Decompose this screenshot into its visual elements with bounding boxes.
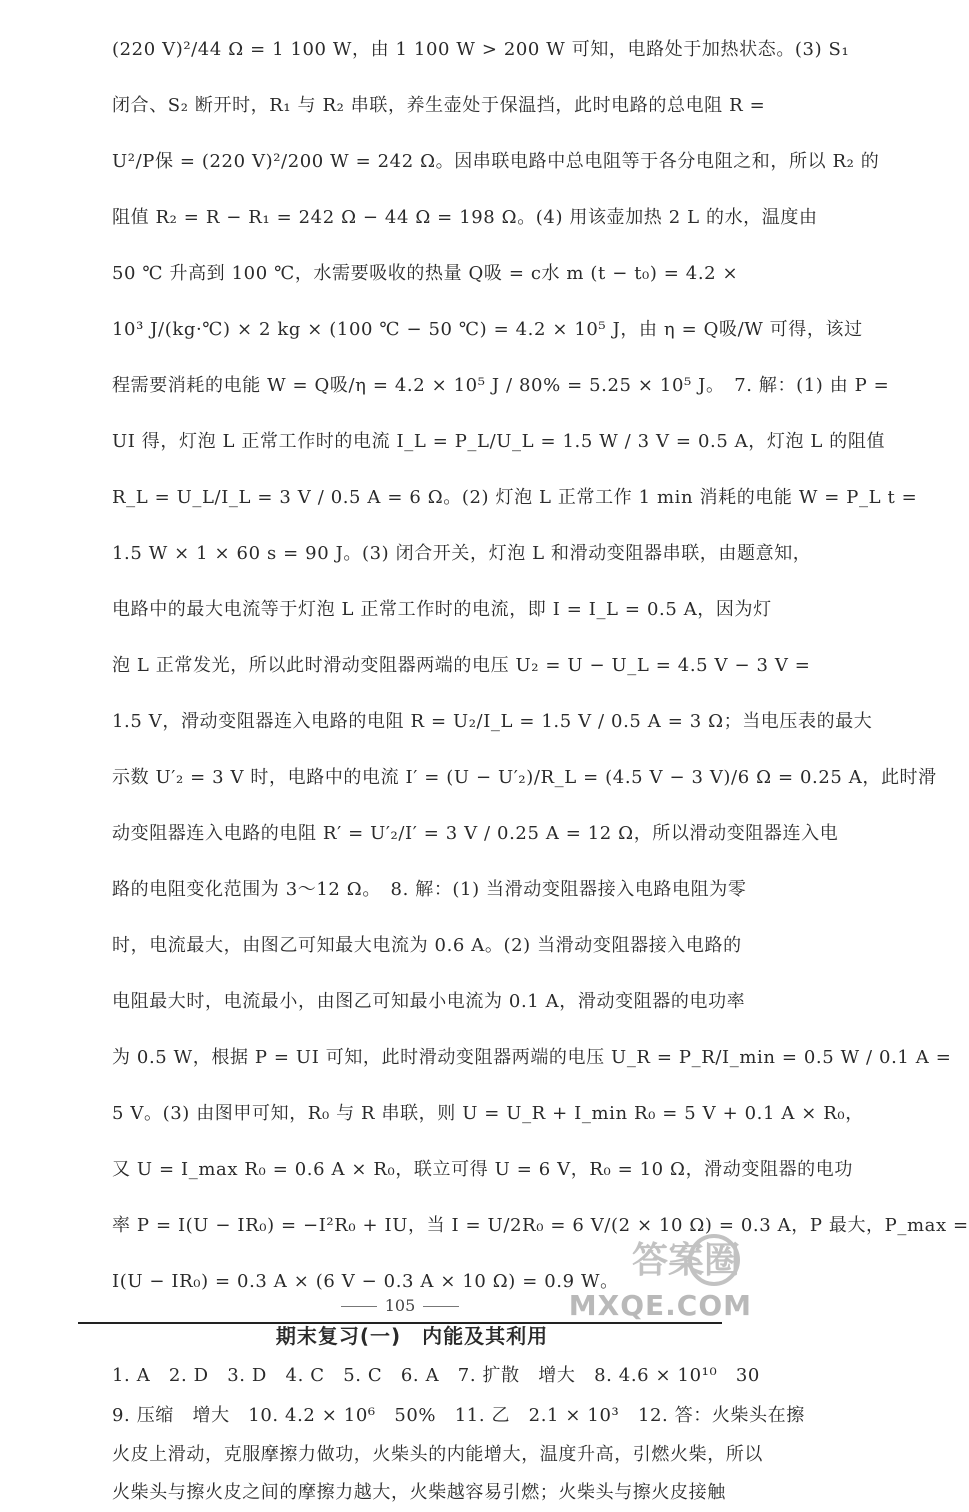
- text-line: 程需要消耗的电能 W = Q吸/η = 4.2 × 10⁵ J / 80% = 5.25 × 10⁵ J。 7. 解：(1) 由 P =: [112, 375, 890, 396]
- text-line: 1.5 W × 1 × 60 s = 90 J。(3) 闭合开关，灯泡 L 和滑动变阻器串联，由题意知，: [112, 543, 812, 564]
- text-line: 1.5 V，滑动变阻器连入电路的电阻 R = U₂/I_L = 1.5 V / 0.5 A = 3 Ω；当电压表的最大: [112, 711, 873, 732]
- text-line: 又 U = I_max R₀ = 0.6 A × R₀，联立可得 U = 6 V，R₀ = 10 Ω，滑动变阻器的电功: [112, 1159, 853, 1180]
- section-title: 期末复习(一) 内能及其利用: [275, 1324, 549, 1348]
- page-number: 105: [0, 1296, 800, 1315]
- text-line: (220 V)²/44 Ω = 1 100 W，由 1 100 W > 200 W 可知，电路处于加热状态。(3) S₁: [112, 39, 850, 60]
- text-line: 10³ J/(kg·℃) × 2 kg × (100 ℃ − 50 ℃) = 4.2 × 10⁵ J，由 η = Q吸/W 可得，该过: [112, 319, 863, 340]
- text-line: 闭合、S₂ 断开时，R₁ 与 R₂ 串联，养生壶处于保温挡，此时电路的总电阻 R =: [112, 95, 766, 116]
- text-line: 5 V。(3) 由图甲可知，R₀ 与 R 串联，则 U = U_R + I_min R₀ = 5 V + 0.1 A × R₀，: [112, 1103, 864, 1124]
- answer-line: 火皮上滑动，克服摩擦力做功，火柴头的内能增大，温度升高，引燃火柴，所以: [112, 1444, 763, 1465]
- text-line: U²/P保 = (220 V)²/200 W = 242 Ω。因串联电路中总电阻等于各分电阻之和，所以 R₂ 的: [112, 151, 880, 172]
- watermark-logo-text: 答案圈: [631, 1240, 740, 1281]
- text-line: I(U − IR₀) = 0.3 A × (6 V − 0.3 A × 10 Ω) = 0.9 W。: [112, 1271, 619, 1292]
- text-line: 路的电阻变化范围为 3～12 Ω。 8. 解：(1) 当滑动变阻器接入电路电阻为零: [112, 879, 747, 900]
- text-line: R_L = U_L/I_L = 3 V / 0.5 A = 6 Ω。(2) 灯泡 L 正常工作 1 min 消耗的电能 W = P_L t =: [112, 487, 918, 508]
- text-line: 阻值 R₂ = R − R₁ = 242 Ω − 44 Ω = 198 Ω。(4) 用该壶加热 2 L 的水，温度由: [112, 207, 818, 228]
- text-line: 动变阻器连入电路的电阻 R′ = U′₂/I′ = 3 V / 0.25 A = 12 Ω，所以滑动变阻器连入电: [112, 823, 839, 844]
- answer-line: 火柴头与擦火皮之间的摩擦力越大，火柴越容易引燃；火柴头与擦火皮接触: [112, 1482, 726, 1503]
- text-line: UI 得，灯泡 L 正常工作时的电流 I_L = P_L/U_L = 1.5 W / 3 V = 0.5 A，灯泡 L 的阻值: [112, 431, 886, 452]
- text-line: 电阻最大时，电流最小，由图乙可知最小电流为 0.1 A，滑动变阻器的电功率: [112, 991, 746, 1012]
- text-line: 50 ℃ 升高到 100 ℃，水需要吸收的热量 Q吸 = c水 m (t − t₀) = 4.2 ×: [112, 263, 739, 284]
- watermark-url: MXQE.COM: [568, 1289, 752, 1322]
- answer-line: 1. A 2. D 3. D 4. C 5. C 6. A 7. 扩散 增大 8. 4.6 × 10¹⁰ 30: [112, 1365, 760, 1386]
- watermark-logo-icon: [492, 1228, 762, 1290]
- text-line: 率 P = I(U − IR₀) = −I²R₀ + IU，当 I = U/2R₀ = 6 V/(2 × 10 Ω) = 0.3 A，P 最大，P_max =: [112, 1215, 969, 1236]
- text-line: 示数 U′₂ = 3 V 时，电路中的电流 I′ = (U − U′₂)/R_L = (4.5 V − 3 V)/6 Ω = 0.25 A，此时滑: [112, 767, 937, 788]
- text-line: 泡 L 正常发光，所以此时滑动变阻器两端的电压 U₂ = U − U_L = 4.5 V − 3 V =: [112, 655, 811, 676]
- text-line: 时，电流最大，由图乙可知最大电流为 0.6 A。(2) 当滑动变阻器接入电路的: [112, 935, 742, 956]
- text-line: 为 0.5 W，根据 P = UI 可知，此时滑动变阻器两端的电压 U_R = P_R/I_min = 0.5 W / 0.1 A =: [112, 1047, 952, 1068]
- text-line: 电路中的最大电流等于灯泡 L 正常工作时的电流，即 I = I_L = 0.5 A，因为灯: [112, 599, 772, 620]
- answer-line: 9. 压缩 增大 10. 4.2 × 10⁶ 50% 11. 乙 2.1 × 10³ 12. 答：火柴头在擦: [112, 1405, 805, 1426]
- watermark: [492, 1228, 762, 1328]
- answer-block: [112, 1356, 805, 1512]
